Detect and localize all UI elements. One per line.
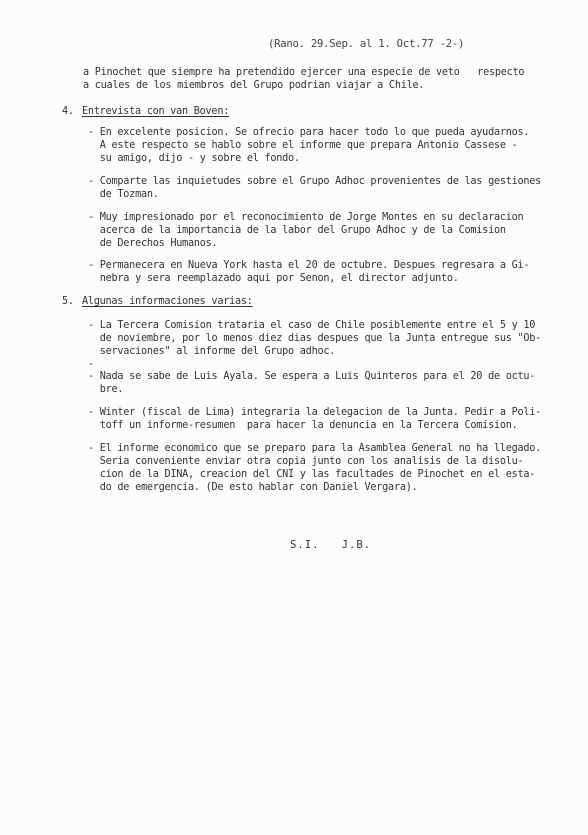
list-item-line: A este respecto se hablo sobre el informe que prepara Antonio Cassese - <box>88 140 518 151</box>
page-header: (Rano. 29.Sep. al 1. Oct.77 -2-) <box>268 38 465 50</box>
list-item-line: su amigo, dijo - y sobre el fondo. <box>88 153 300 164</box>
list-item-line: cion de la DINA, creacion del CNI y las facultades de Pinochet en el esta- <box>88 469 536 480</box>
intro-line: a Pinochet que siempre ha pretendido ejercer una especie de veto respecto <box>83 67 525 78</box>
intro-line: a cuales de los miembros del Grupo podrian viajar a Chile. <box>83 80 425 91</box>
section-4-title: Entrevista con van Boven: <box>82 106 230 117</box>
list-item-line: - El informe economico que se preparo para la Asamblea General no ha llegado. <box>88 443 542 454</box>
section-5-number: 5. <box>62 296 74 307</box>
section-5-title: Algunas informaciones varias: <box>82 296 253 307</box>
list-item-line: - La Tercera Comision trataria el caso de Chile posiblemente entre el 5 y 10 <box>88 320 536 331</box>
section-4-number: 4. <box>62 106 74 117</box>
list-item-line: do de emergencia. (De esto hablar con Daniel Vergara). <box>88 482 418 493</box>
list-item-line: nebra y sera reemplazado aqui por Senon, el director adjunto. <box>88 273 459 284</box>
list-item-line: de Derechos Humanos. <box>88 238 218 249</box>
list-item-line: servaciones" al informe del Grupo adhoc. <box>88 346 336 357</box>
list-item-line: acerca de la importancia de la labor del Grupo Adhoc y de la Comision <box>88 225 506 236</box>
list-item-line: - Nada se sabe de Luis Ayala. Se espera a Luis Quinteros para el 20 de octu- <box>88 371 536 382</box>
list-item-line: Seria conveniente enviar otra copia junto con los analisis de la disolu- <box>88 456 524 467</box>
list-item-line: - En excelente posicion. Se ofrecio para hacer todo lo que pueda ayudarnos. <box>88 127 530 138</box>
list-item-line: bre. <box>88 384 124 395</box>
list-item-line: - Muy impresionado por el reconocimiento de Jorge Montes en su declaracion <box>88 212 524 223</box>
signature-initials: S.I. J.B. <box>290 539 372 551</box>
list-item-line: de Tozman. <box>88 189 159 200</box>
list-item-line: - <box>88 359 94 370</box>
list-item-line: de noviembre, por lo menos diez dias despues que la Junta entregue sus "Ob- <box>88 333 542 344</box>
list-item-line: - Comparte las inquietudes sobre el Grupo Adhoc provenientes de las gestiones <box>88 176 542 187</box>
list-item-line: toff un informe-resumen para hacer la denuncia en la Tercera Comision. <box>88 420 518 431</box>
list-item-line: - Winter (fiscal de Lima) integraria la delegacion de la Junta. Pedir a Poli- <box>88 407 542 418</box>
list-item-line: - Permanecera en Nueva York hasta el 20 de octubre. Despues regresara a Gi- <box>88 260 530 271</box>
